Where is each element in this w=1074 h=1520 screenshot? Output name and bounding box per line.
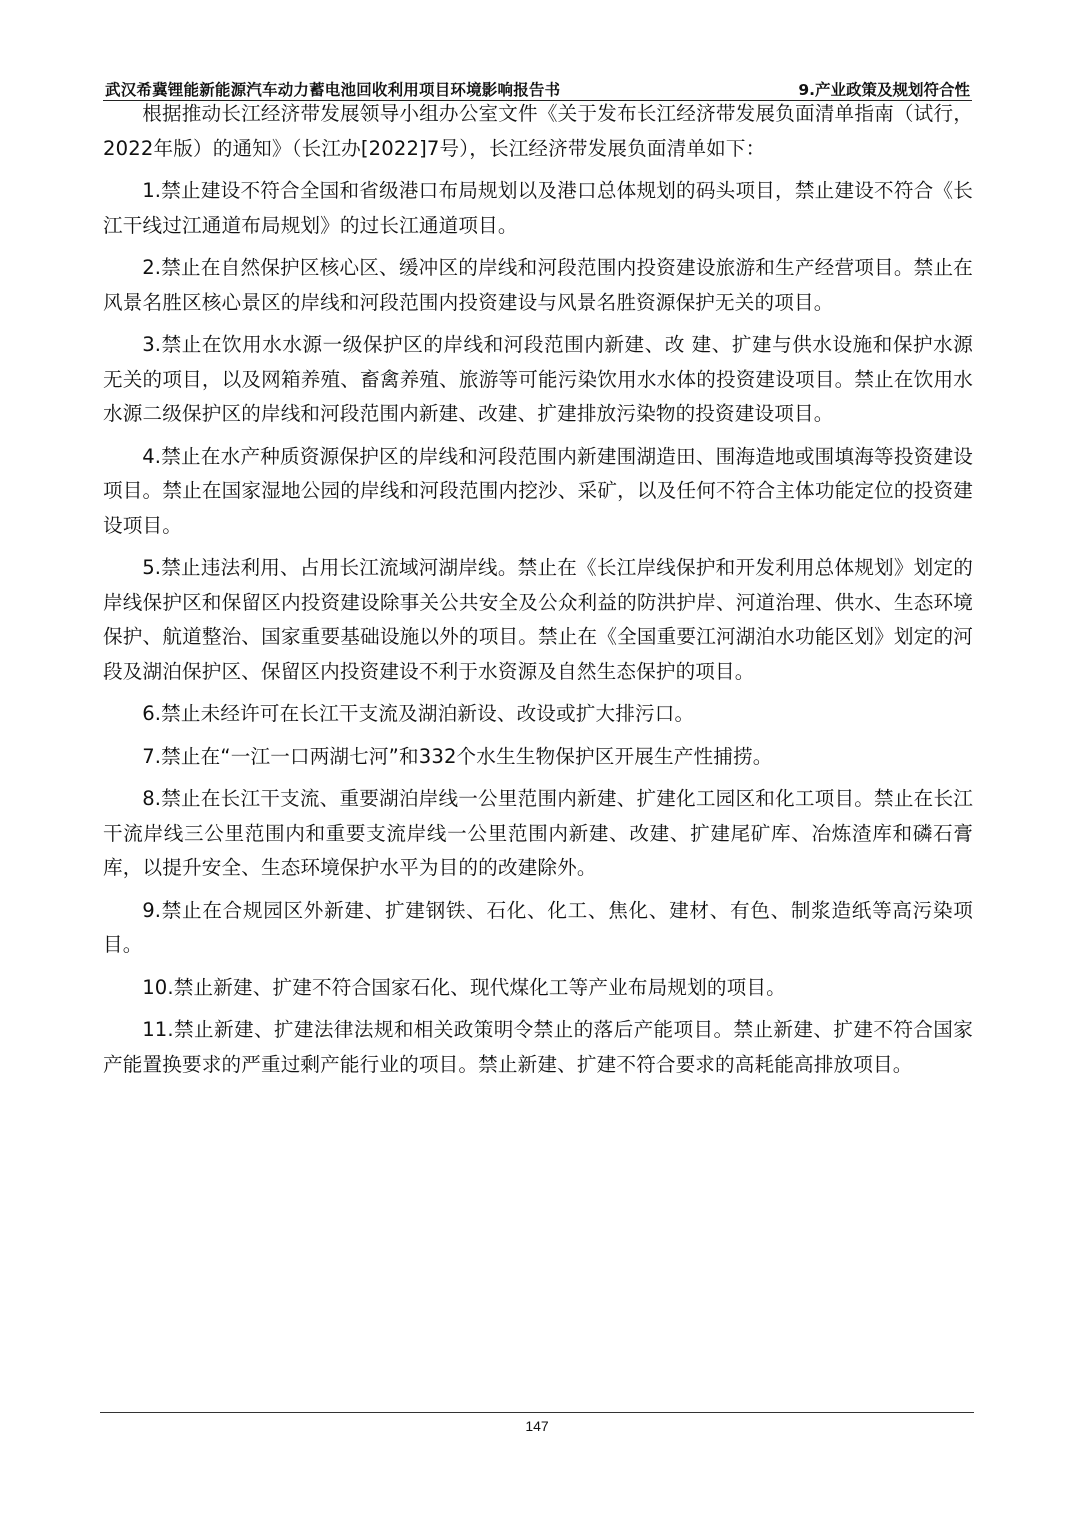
list-item-11: 11.禁止新建、扩建法律法规和相关政策明令禁止的落后产能项目。禁止新建、扩建不符合国家产能置换要求的严重过剩产能行业的项目。禁止新建、扩建不符合要求的高耗能高排放项目。 bbox=[103, 1018, 973, 1076]
list-item-7: 7.禁止在“一江一口两湖七河”和332个水生生物保护区开展生产性捕捞。 bbox=[142, 744, 773, 768]
footer-divider bbox=[100, 1412, 974, 1413]
list-item-8: 8.禁止在长江干支流、重要湖泊岸线一公里范围内新建、扩建化工园区和化工项目。禁止在长江干流岸线三公里范围内和重要支流岸线一公里范围内新建、改建、扩建尾矿库、冶炼渣库和磷石膏库，以提升安全、生态环境保护水平为目的的改建除外。 bbox=[103, 787, 973, 879]
intro-paragraph: 根据推动长江经济带发展领导小组办公室文件《关于发布长江经济带发展负面清单指南（试行，2022年版）的通知》（长江办[2022]7号），长江经济带发展负面清单如下： bbox=[103, 102, 973, 160]
list-item-6: 6.禁止未经许可在长江干支流及湖泊新设、改设或扩大排污口。 bbox=[142, 702, 695, 725]
page-body bbox=[103, 97, 973, 1090]
list-item-5: 5.禁止违法利用、占用长江流域河湖岸线。禁止在《长江岸线保护和开发利用总体规划》划定的岸线保护区和保留区内投资建设除事关公共安全及公众利益的防洪护岸、河道治理、供水、生态环境保护、航道整治、国家重要基础设施以外的项目。禁止在《全国重要江河湖泊水功能区划》划定的河段及湖泊保护区、保留区内投资建设不利于水资源及自然生态保护的项目。 bbox=[103, 556, 973, 683]
report-title: 武汉希冀锂能新能源汽车动力蓄电池回收利用项目环境影响报告书 bbox=[105, 81, 561, 99]
list-item-10: 10.禁止新建、扩建不符合国家石化、现代煤化工等产业布局规划的项目。 bbox=[142, 975, 786, 999]
list-item-2: 2.禁止在自然保护区核心区、缓冲区的岸线和河段范围内投资建设旅游和生产经营项目。禁止在风景名胜区核心景区的岸线和河段范围内投资建设与风景名胜资源保护无关的项目。 bbox=[103, 256, 973, 314]
list-item-4: 4.禁止在水产种质资源保护区的岸线和河段范围内新建围湖造田、围海造地或围填海等投资建设项目。禁止在国家湿地公园的岸线和河段范围内挖沙、采矿，以及任何不符合主体功能定位的投资建设项目。 bbox=[103, 444, 973, 537]
page-number: 147 bbox=[525, 1418, 549, 1434]
section-title: 9.产业政策及规划符合性 bbox=[798, 81, 970, 99]
list-item-3: 3.禁止在饮用水水源一级保护区的岸线和河段范围内新建、改 建、扩建与供水设施和保护水源无关的项目，以及网箱养殖、畜禽养殖、旅游等可能污染饮用水水体的投资建设项目。禁止在饮用水水源二级保护区的岸线和河段范围内新建、改建、扩建排放污染物的投资建设项目。 bbox=[103, 333, 973, 425]
list-item-1: 1.禁止建设不符合全国和省级港口布局规划以及港口总体规划的码头项目，禁止建设不符合《长江干线过江通道布局规划》的过长江通道项目。 bbox=[103, 179, 973, 237]
list-item-9: 9.禁止在合规园区外新建、扩建钢铁、石化、化工、焦化、建材、有色、制浆造纸等高污染项目。 bbox=[103, 898, 973, 956]
